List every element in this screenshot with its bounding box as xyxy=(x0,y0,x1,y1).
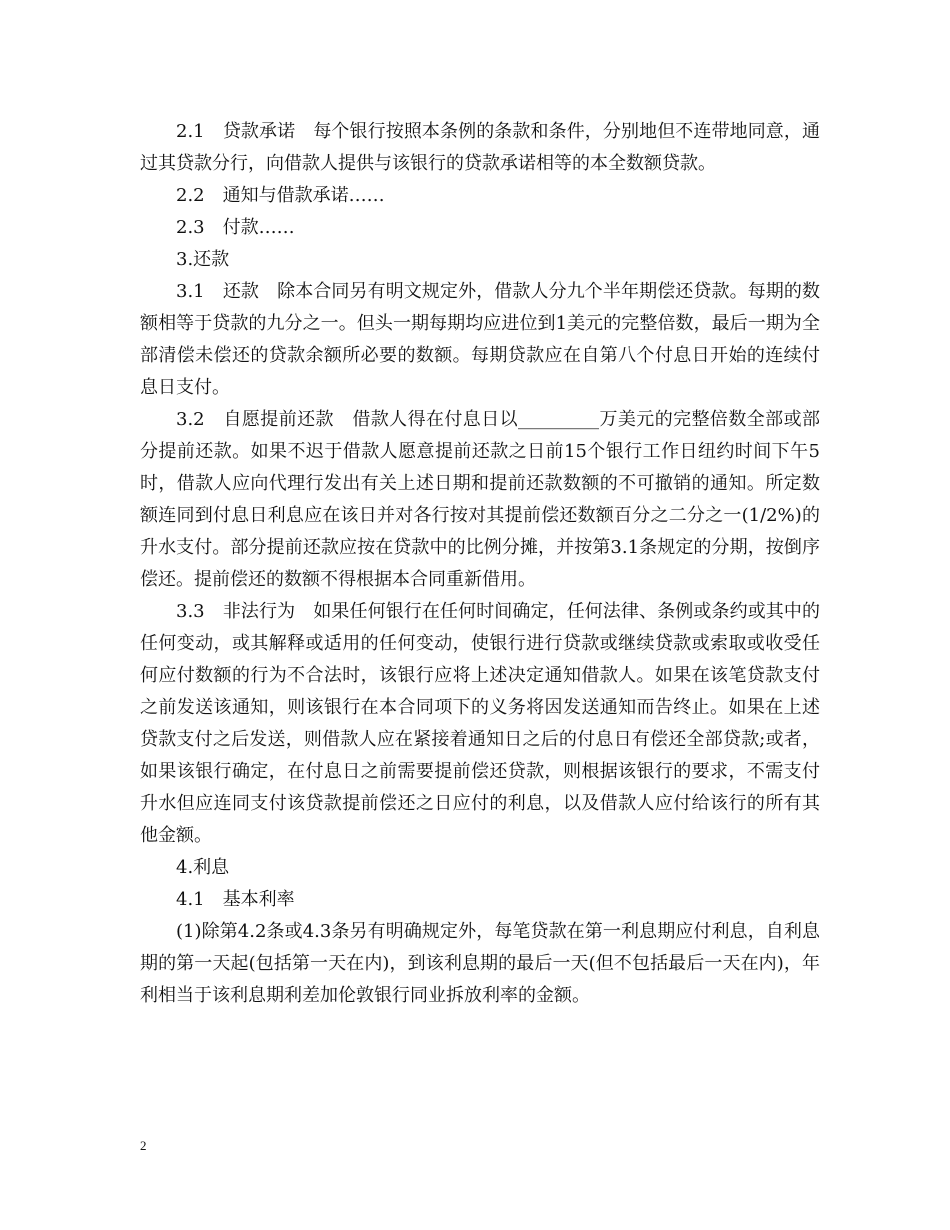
page-number: 2 xyxy=(140,1138,147,1153)
clause-3-3-illegality: 3.3 非法行为 如果任何银行在任何时间确定，任何法律、条例或条约或其中的任何变动，或其解释或适用的任何变动，使银行进行贷款或继续贷款或索取或收受任何应付数额的行为不合法时，该银行应将上述决定通知借款人。如果在该笔贷款支付之前发送该通知，则该银行在本合同项下的义务将因发送通知而告终止。如果在上述贷款支付之后发送，则借款人应在紧接着通知日之后的付息日有偿还全部贷款;或者，如果该银行确定，在付息日之前需要提前偿还贷款，则根据该银行的要求，不需支付升水但应连同支付该贷款提前偿还之日应付的利息，以及借款人应付给该行的所有其他金额。 xyxy=(140,601,820,846)
clause-2-1-loan-commitment: 2.1 贷款承诺 每个银行按照本条例的条款和条件，分别地但不连带地同意，通过其贷款分行，向借款人提供与该银行的贷款承诺相等的本全数额贷款。 xyxy=(140,121,820,174)
section-4-heading: 4.利息 xyxy=(176,857,230,878)
document-body xyxy=(140,116,820,1012)
clause-3-1-repayment: 3.1 还款 除本合同另有明文规定外，借款人分九个半年期偿还贷款。每期的数额相等于贷款的九分之一。但头一期每期均应进位到1美元的完整倍数，最后一期为全部清偿未偿还的贷款余额所必要的数额。每期贷款应在自第八个付息日开始的连续付息日支付。 xyxy=(140,281,820,398)
clause-2-2-notice: 2.2 通知与借款承诺…… xyxy=(176,185,385,206)
section-3-heading: 3.还款 xyxy=(176,249,230,270)
clause-4-1-heading: 4.1 基本利率 xyxy=(176,889,295,910)
clause-3-2-voluntary-prepayment: 3.2 自愿提前还款 借款人得在付息日以_________万美元的完整倍数全部或部分提前还款。如果不迟于借款人愿意提前还款之日前15个银行工作日纽约时间下午5时，借款人应向代理行发出有关上述日期和提前还款数额的不可撤销的通知。所定数额连同到付息日利息应在该日并对各行按对其提前偿还数额百分之二分之一(1/2%)的升水支付。部分提前还款应按在贷款中的比例分摊，并按第3.1条规定的分期，按倒序偿还。提前偿还的数额不得根据本合同重新借用。 xyxy=(140,409,820,590)
clause-4-1-1-text: (1)除第4.2条或4.3条另有明确规定外，每笔贷款在第一利息期应付利息，自利息期的第一天起(包括第一天在内)，到该利息期的最后一天(但不包括最后一天在内)，年利相当于该利息期利差加伦敦银行同业拆放利率的金额。 xyxy=(140,921,820,1006)
clause-2-3-payment: 2.3 付款…… xyxy=(176,217,295,238)
